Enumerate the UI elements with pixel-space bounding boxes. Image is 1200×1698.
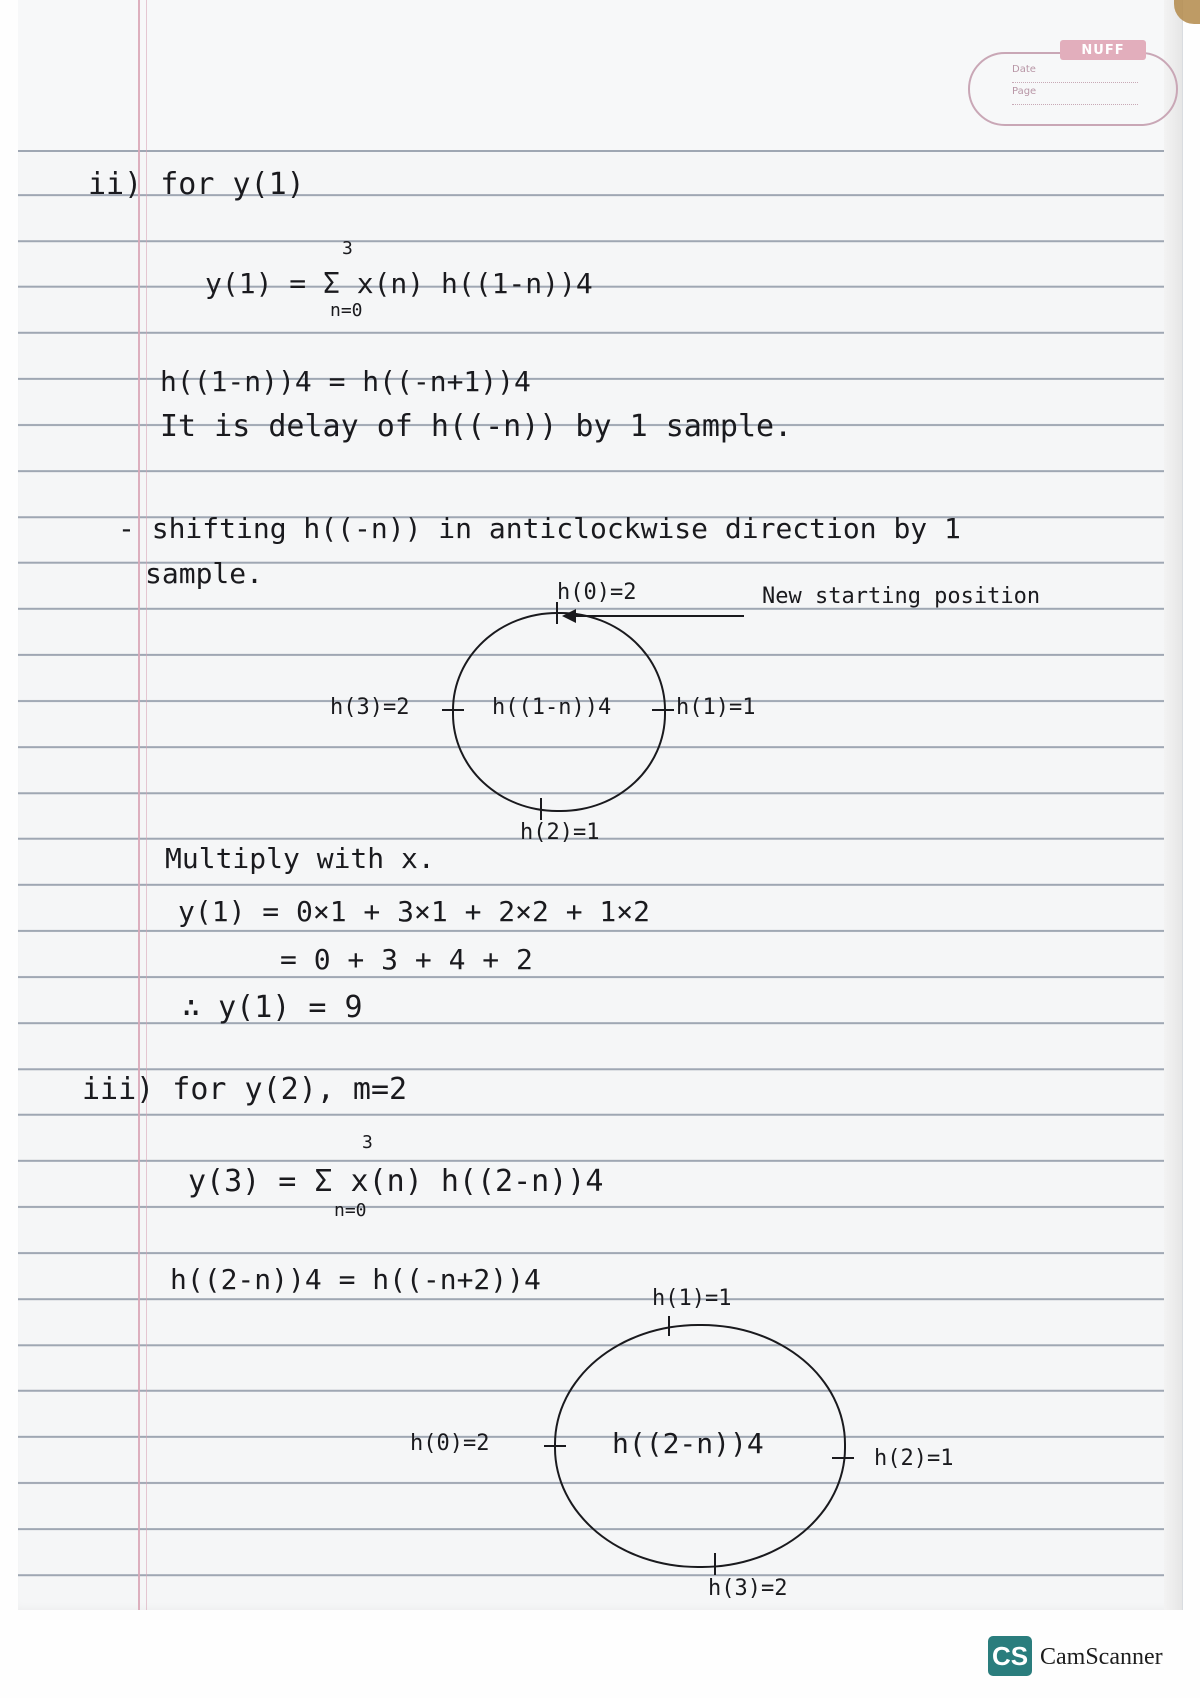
circle2-center-label: h((2-n))4 — [612, 1427, 764, 1460]
circle2-tick-right — [832, 1457, 854, 1459]
circle1-top-label: h(0)=2 — [557, 580, 637, 605]
circle1-left-label: h(3)=2 — [330, 695, 410, 720]
circle-tick-bottom — [540, 798, 542, 820]
circle-tick-right — [652, 709, 674, 711]
circle-tick-left — [442, 709, 464, 711]
calc-line-1: y(1) = 0×1 + 3×1 + 2×2 + 1×2 — [178, 895, 651, 928]
arrow-head-icon — [562, 609, 576, 623]
camscanner-logo-icon: CS — [988, 1636, 1032, 1676]
shift-line-2: sample. — [145, 557, 264, 590]
shift-line-1: - shifting h((-n)) in anticlockwise direction by 1 — [118, 512, 961, 545]
margin-line — [138, 0, 140, 1610]
result-y1: ∴ y(1) = 9 — [182, 990, 363, 1025]
identity-line: h((1-n))4 = h((-n+1))4 — [160, 365, 531, 398]
camscanner-name: CamScanner — [1040, 1644, 1163, 1670]
circle2-bottom-label: h(3)=2 — [708, 1576, 788, 1601]
sum-upper-limit-2: 3 — [362, 1132, 373, 1153]
circle2-left-label: h(0)=2 — [410, 1431, 490, 1456]
date-page-stamp — [968, 38, 1178, 124]
calc-line-2: = 0 + 3 + 4 + 2 — [280, 943, 533, 976]
section-3-heading: iii) for y(2), m=2 — [82, 1072, 408, 1107]
new-start-annotation: New starting position — [762, 584, 1041, 609]
camscanner-watermark — [988, 1632, 1188, 1682]
equation-y3: y(3) = Σ x(n) h((2-n))4 — [188, 1164, 604, 1199]
sum-upper-limit: 3 — [342, 238, 353, 259]
circle-tick-top — [556, 602, 558, 624]
page-edge — [1164, 0, 1182, 1610]
circle1-right-label: h(1)=1 — [676, 695, 756, 720]
circle2-right-label: h(2)=1 — [874, 1446, 954, 1471]
sum-lower-limit-2: n=0 — [334, 1200, 367, 1221]
annotation-arrow-line — [574, 615, 744, 617]
circle2-tick-top — [668, 1316, 670, 1336]
circle2-tick-bottom — [714, 1553, 716, 1575]
page-field: Page — [1012, 86, 1138, 105]
circle2-tick-left — [544, 1445, 566, 1447]
identity-line-2: h((2-n))4 = h((-n+2))4 — [170, 1263, 541, 1296]
circle2-top-label: h(1)=1 — [652, 1286, 732, 1311]
circle1-center-label: h((1-n))4 — [492, 695, 612, 720]
delay-line: It is delay of h((-n)) by 1 sample. — [160, 409, 793, 444]
brand-badge: NUFF — [1060, 40, 1146, 60]
date-field: Date — [1012, 64, 1138, 83]
margin-line-secondary — [146, 0, 147, 1610]
circle1-bottom-label: h(2)=1 — [520, 820, 600, 845]
sum-lower-limit: n=0 — [330, 300, 363, 321]
multiply-line: Multiply with x. — [165, 842, 435, 875]
section-2-heading: ii) for y(1) — [88, 167, 305, 202]
equation-y1: y(1) = Σ x(n) h((1-n))4 — [205, 267, 593, 300]
